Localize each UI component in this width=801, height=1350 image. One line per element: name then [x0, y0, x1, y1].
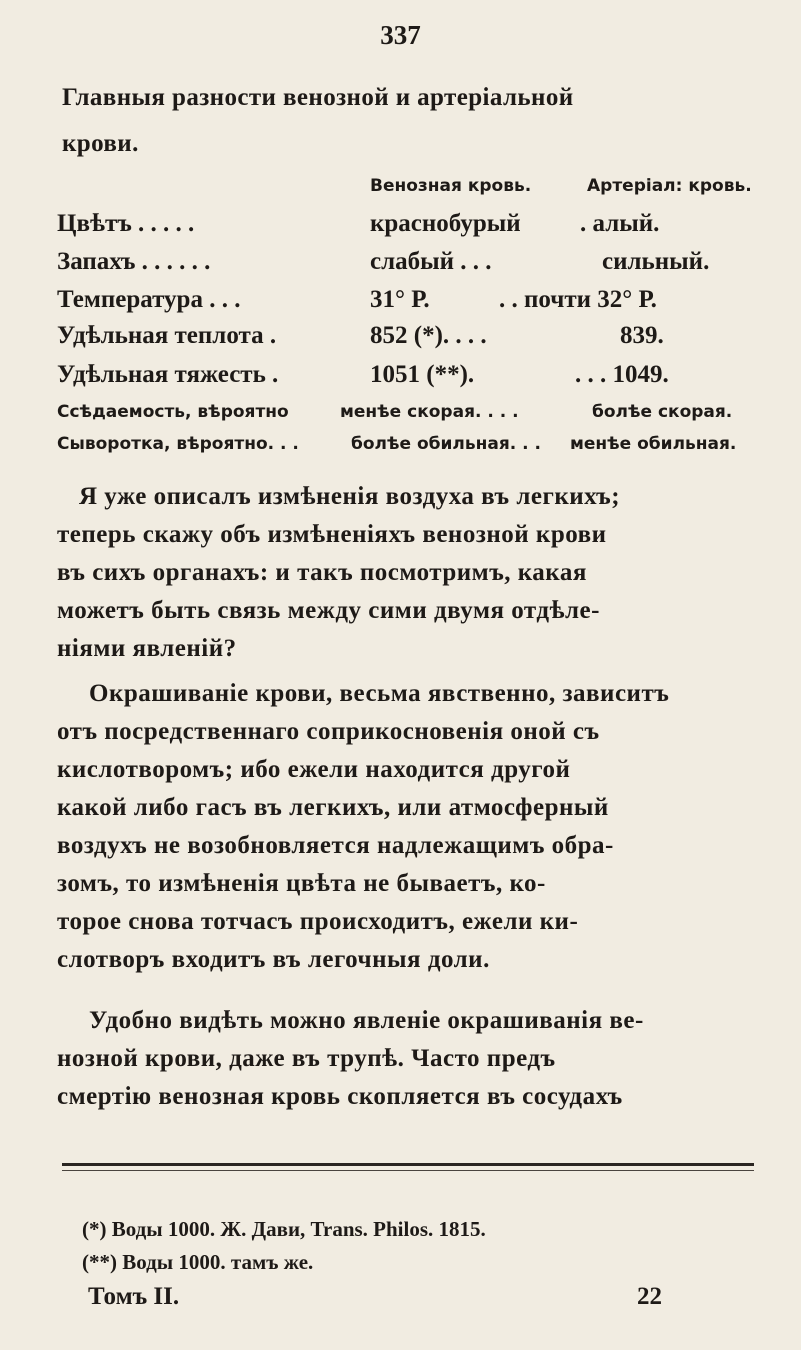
text-line: Удобно видѣть можно явленіе окрашиванія ве- — [89, 1007, 644, 1034]
column-header-arterial: Артеріал: кровь. — [587, 176, 752, 196]
table-row — [57, 402, 747, 426]
section-heading-line-2: крови. — [62, 130, 139, 157]
arterial-value: 839. — [620, 322, 664, 349]
arterial-value: сильный. — [602, 248, 710, 275]
text-line: смертію венозная кровь скопляется въ сосудахъ — [57, 1083, 623, 1110]
text-line: ніями явленій? — [57, 635, 237, 662]
text-line: нозной крови, даже въ трупѣ. Часто предъ — [57, 1045, 556, 1072]
arterial-value: менѣе обильная. — [570, 434, 737, 454]
footnote-divider — [62, 1163, 754, 1166]
volume-label: Томъ II. — [88, 1283, 180, 1310]
text-line: торое снова тотчасъ происходитъ, ежели ки- — [57, 908, 579, 935]
table-row — [57, 248, 747, 282]
arterial-value: . алый. — [580, 210, 660, 237]
table-row — [57, 322, 747, 356]
venous-value: болѣе обильная. . . — [351, 434, 541, 454]
venous-value: менѣе скорая. . . . — [340, 402, 519, 422]
row-label: Запахъ . . . . . . — [57, 248, 211, 275]
table-row — [57, 210, 747, 244]
column-header-venous: Венозная кровь. — [370, 176, 532, 196]
table-row — [57, 361, 747, 395]
row-label: Цвѣтъ . . . . . — [57, 210, 195, 237]
row-label: Удѣльная теплота . — [57, 322, 277, 349]
venous-value: 31° Р. — [370, 286, 430, 313]
text-line: въ сихъ органахъ: и такъ посмотримъ, какая — [57, 559, 587, 586]
text-line: зомъ, то измѣненія цвѣта не бываетъ, ко- — [57, 870, 546, 897]
row-label: Температура . . . — [57, 286, 241, 313]
arterial-value: . . . 1049. — [575, 361, 669, 388]
row-label: Удѣльная тяжесть . — [57, 361, 279, 388]
text-line: Окрашиваніе крови, весьма явственно, зависитъ — [89, 680, 670, 707]
table-row — [57, 434, 747, 458]
text-line: какой либо гасъ въ легкихъ, или атмосферный — [57, 794, 609, 821]
footnote: (*) Воды 1000. Ж. Дави, Trans. Philos. 1815. — [82, 1217, 486, 1241]
venous-value: 852 (*). . . . — [370, 322, 487, 349]
text-line: Я уже описалъ измѣненія воздуха въ легкихъ; — [79, 483, 621, 510]
text-line: можетъ быть связь между сими двумя отдѣле- — [57, 597, 600, 624]
row-label: Сыворотка, вѣроятно. . . — [57, 434, 299, 454]
arterial-value: . . почти 32° Р. — [499, 286, 657, 313]
arterial-value: болѣе скорая. — [592, 402, 733, 422]
text-line: слотворъ входитъ въ легочныя доли. — [57, 946, 490, 973]
venous-value: краснобурый — [370, 210, 521, 237]
text-line: кислотворомъ; ибо ежели находится другой — [57, 756, 571, 783]
section-heading-line-1: Главныя разности венозной и артеріальной — [62, 84, 574, 111]
venous-value: 1051 (**). — [370, 361, 475, 388]
text-line: воздухъ не возобновляется надлежащимъ обра- — [57, 832, 614, 859]
footnote: (**) Воды 1000. тамъ же. — [82, 1250, 314, 1274]
signature-mark: 22 — [637, 1283, 662, 1310]
table-row — [57, 286, 747, 320]
text-line: теперь скажу объ измѣненіяхъ венозной крови — [57, 521, 607, 548]
text-line: отъ посредственнаго соприкосновенія оной съ — [57, 718, 600, 745]
row-label: Ссѣдаемость, вѣроятно — [57, 402, 289, 422]
footnote-divider-thin — [62, 1170, 754, 1171]
page-number: 337 — [380, 20, 421, 50]
venous-value: слабый . . . — [370, 248, 492, 275]
